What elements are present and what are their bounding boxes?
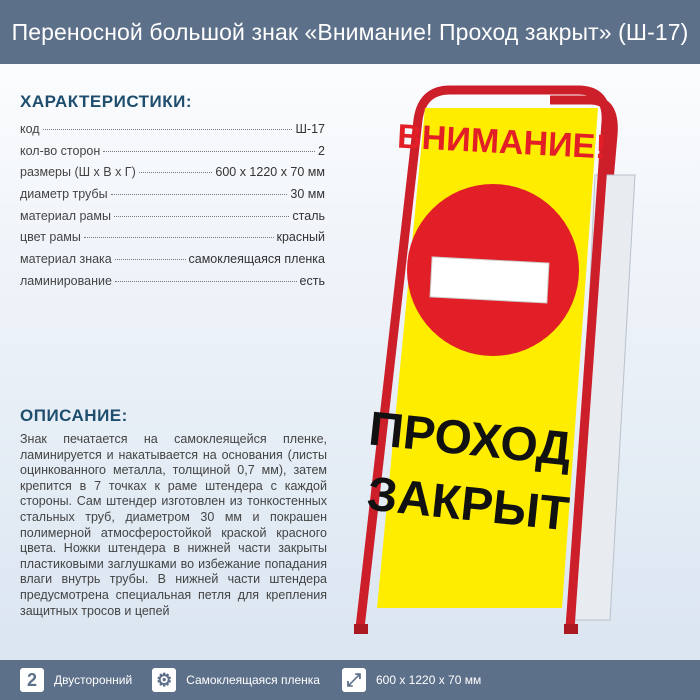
footer-label-material: Самоклеящаяся пленка bbox=[186, 673, 320, 687]
no-entry-bar bbox=[430, 257, 549, 303]
sign-illustration bbox=[340, 80, 700, 660]
page-title: Переносной большой знак «Внимание! Проход закрыт» (Ш-17) bbox=[11, 18, 689, 45]
specs-heading: ХАРАКТЕРИСТИКИ: bbox=[20, 92, 193, 111]
footer-item-size bbox=[342, 668, 481, 692]
spec-leader-dots bbox=[84, 237, 274, 238]
spec-value: сталь bbox=[292, 208, 325, 223]
footer-label-sides: Двусторонний bbox=[54, 673, 133, 687]
leg-cap-left bbox=[354, 624, 368, 634]
spec-row bbox=[20, 144, 325, 166]
spec-leader-dots bbox=[115, 281, 297, 282]
spec-label: цвет рамы bbox=[20, 230, 81, 245]
footer-bar bbox=[0, 660, 700, 700]
spec-label: материал рамы bbox=[20, 208, 111, 223]
footer-item-sides bbox=[20, 668, 132, 692]
spec-leader-dots bbox=[115, 259, 186, 260]
leg-cap-right bbox=[564, 624, 578, 634]
spec-value: самоклеящаяся пленка bbox=[188, 252, 325, 267]
spec-row bbox=[20, 274, 325, 296]
spec-value: красный bbox=[276, 230, 325, 245]
spec-value: 30 мм bbox=[290, 187, 325, 202]
header-bar bbox=[0, 0, 700, 64]
sign-text-line1: ПРОХОД bbox=[366, 402, 574, 477]
spec-value: есть bbox=[299, 273, 325, 288]
spec-leader-dots bbox=[111, 194, 288, 195]
spec-leader-dots bbox=[103, 151, 315, 152]
spec-label: диаметр трубы bbox=[20, 187, 108, 202]
spec-row bbox=[20, 252, 325, 274]
spec-leader-dots bbox=[43, 129, 293, 130]
gear-icon: ⚙ bbox=[152, 668, 176, 692]
spec-value: 2 bbox=[318, 143, 325, 158]
spec-label: код bbox=[20, 122, 40, 136]
spec-label: размеры (Ш х В х Г) bbox=[20, 165, 136, 180]
spec-value: 600 х 1220 х 70 мм bbox=[215, 165, 325, 180]
spec-leader-dots bbox=[139, 172, 213, 173]
spec-leader-dots bbox=[114, 216, 289, 217]
footer-label-size: 600 х 1220 х 70 мм bbox=[375, 673, 482, 687]
footer-item-material bbox=[152, 668, 320, 692]
spec-value: Ш-17 bbox=[295, 122, 325, 136]
spec-label: ламинирование bbox=[20, 273, 112, 288]
spec-label: кол-во сторон bbox=[20, 143, 101, 158]
spec-row bbox=[20, 122, 325, 144]
sign-warning-text: ВНИМАНИЕ! bbox=[396, 117, 608, 167]
description-text: Знак печатается на самоклеящейся пленке, ламинируется и накатывается на основания (листы оцинкованного металла, толщиной 0,7 мм), затем крепится в 7 точках к раме штендера с каждой стороны. Сам штендер изготовлен из тонкостенных стальных труб, диаметром 30 мм и покрашен полимерной атмосферостойкой краской красного цвета. Ножки штендера в нижней части закрыты пластиковыми заглушками во избежание попадания влаги внутрь трубы. В нижней части штендера предусмотрена специальная петля для крепления защитных тросов и цепей bbox=[20, 432, 327, 618]
expand-arrows-icon: ⤢ bbox=[342, 668, 366, 692]
sign-text-line2: ЗАКРЫТ bbox=[364, 467, 572, 542]
spec-row bbox=[20, 230, 325, 252]
number-two-icon: 2 bbox=[20, 668, 44, 692]
specs-list bbox=[20, 122, 325, 296]
spec-row bbox=[20, 165, 325, 187]
spec-row bbox=[20, 187, 325, 209]
spec-label: материал знака bbox=[20, 252, 112, 267]
description-heading: ОПИСАНИЕ: bbox=[20, 406, 128, 425]
spec-row bbox=[20, 209, 325, 231]
